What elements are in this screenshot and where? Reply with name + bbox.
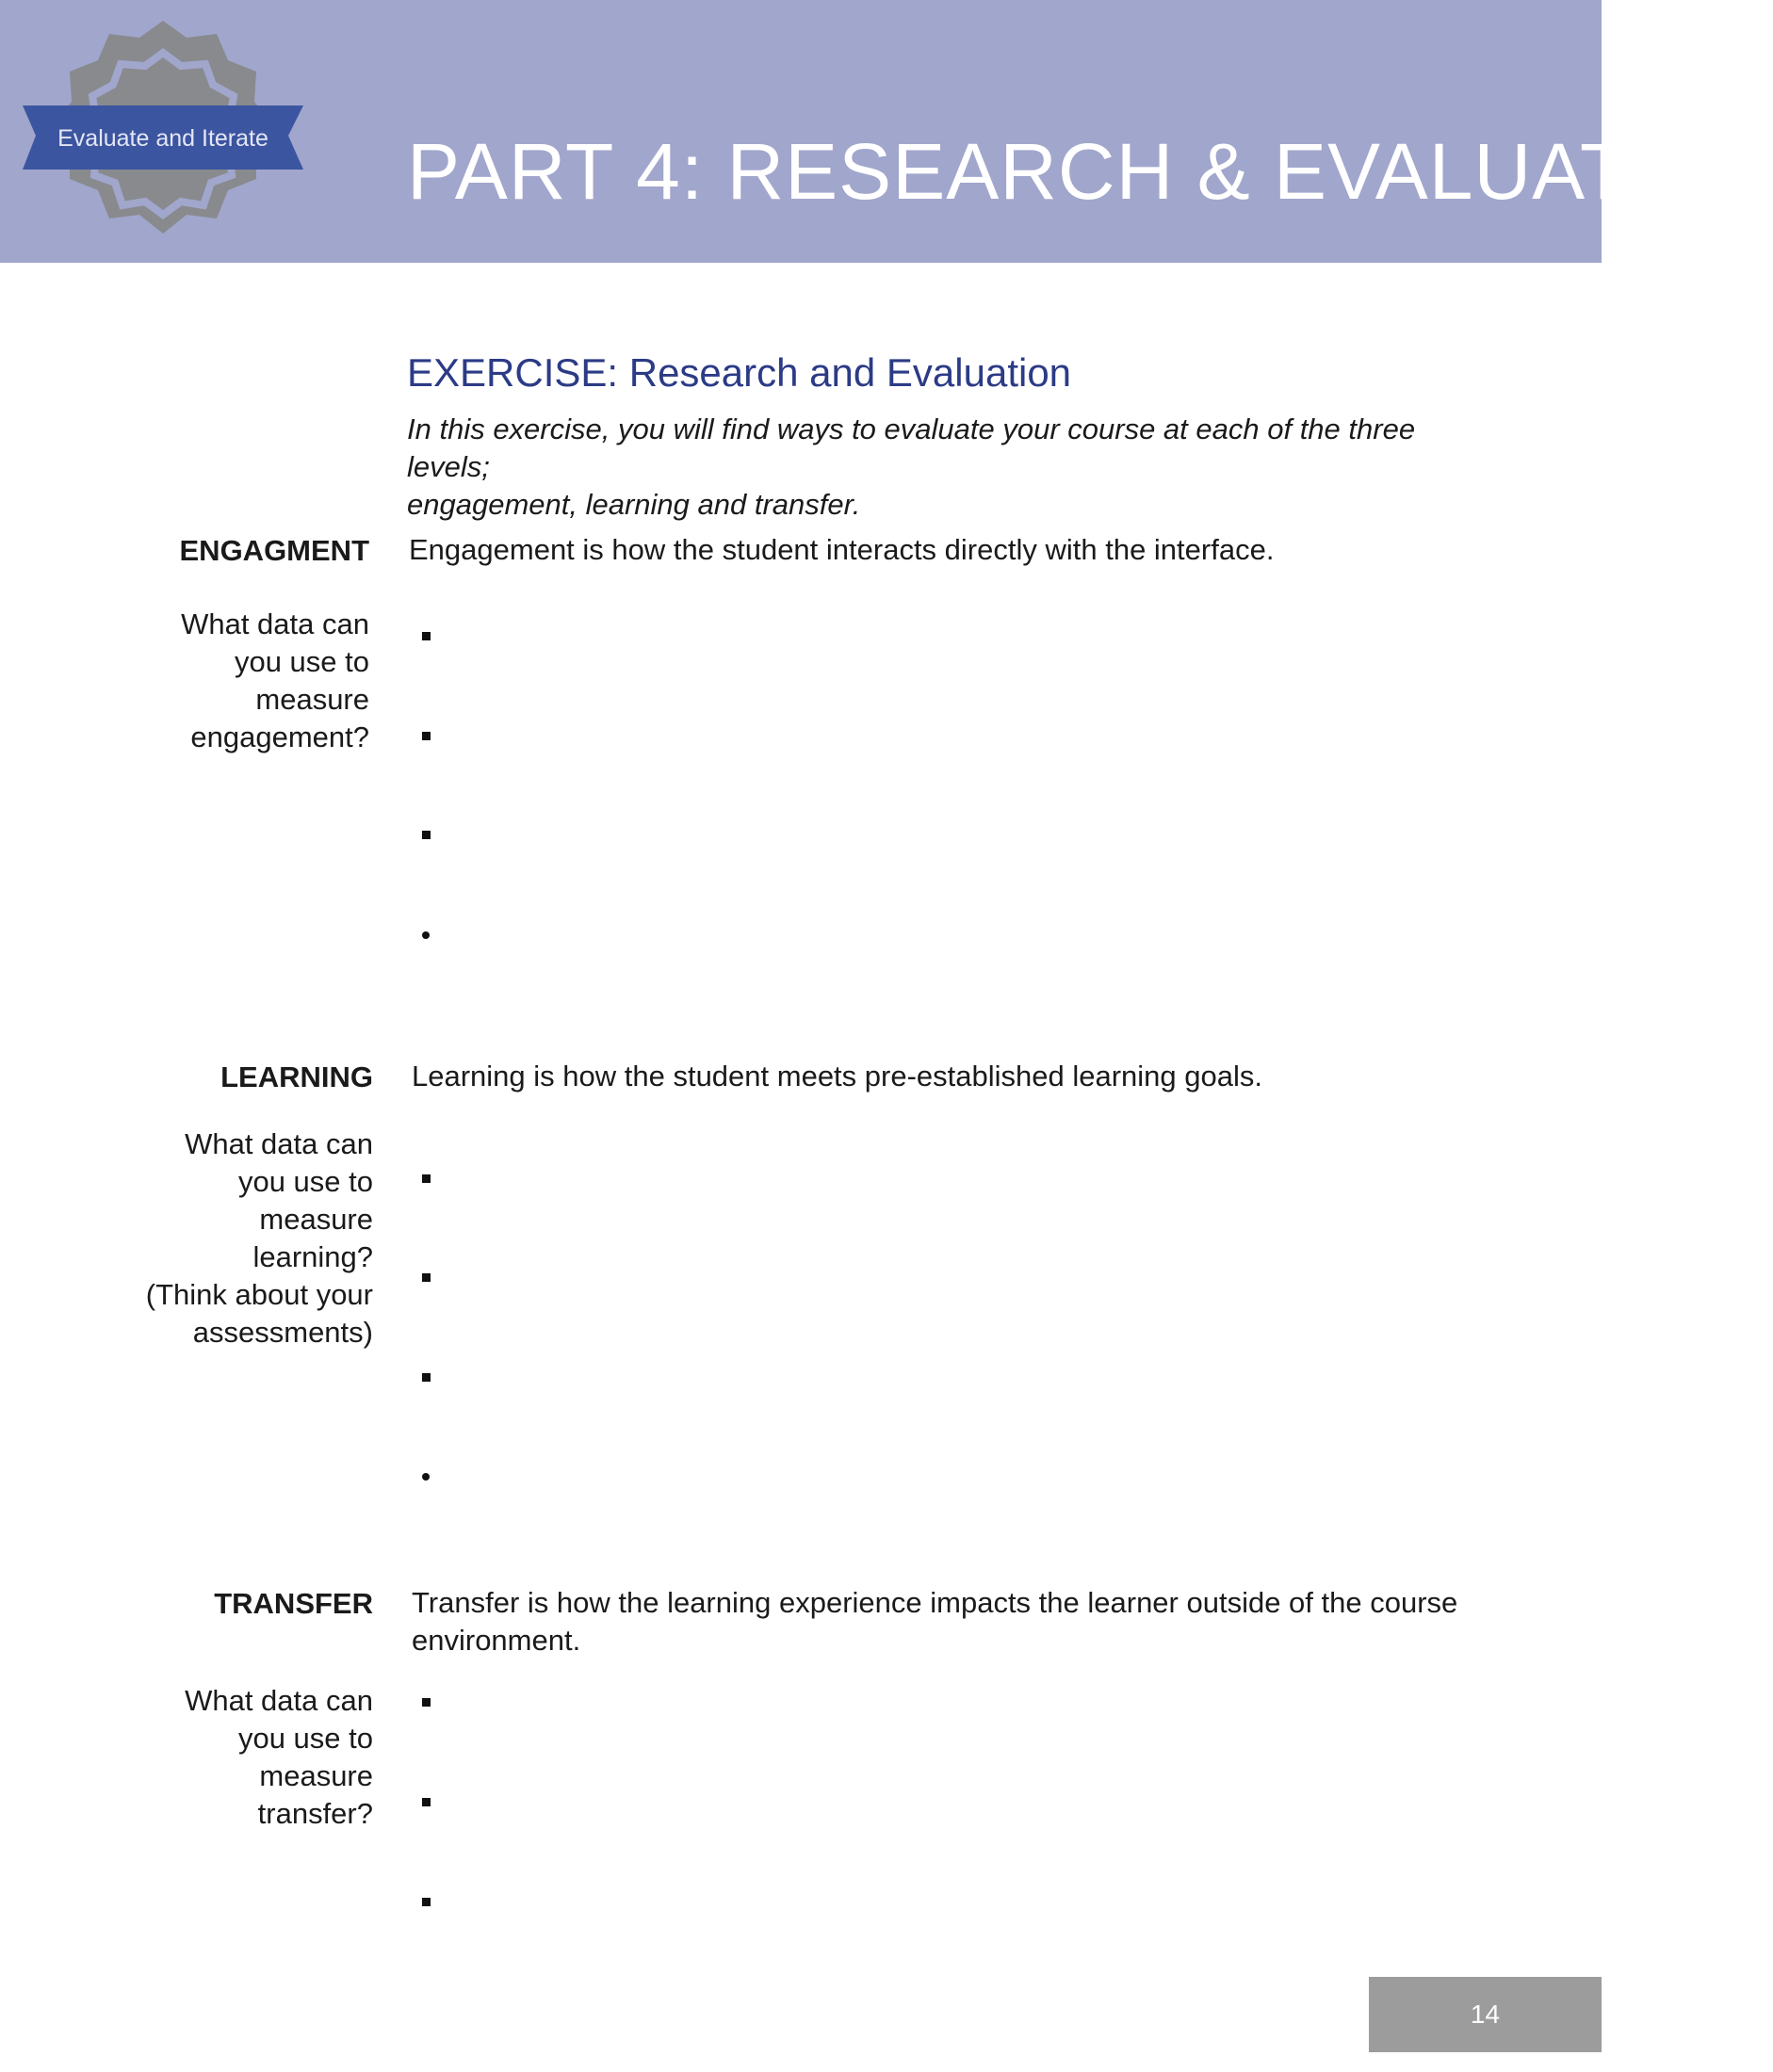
evaluate-iterate-badge [19,17,307,252]
intro-line: engagement, learning and transfer. [407,488,861,521]
transfer-description [412,1584,1505,1659]
page-title: PART 4: RESEARCH & EVALUATION [407,127,1773,216]
bullet-dot-icon [422,1473,430,1481]
description-line: environment. [412,1624,581,1657]
question-line: transfer? [257,1797,373,1830]
question-line: you use to [237,1722,373,1755]
question-line: measure [255,683,369,716]
exercise-title: EXERCISE: Research and Evaluation [407,350,1072,395]
question-line: measure [259,1759,373,1792]
question-line: engagement? [190,720,369,753]
engagement-question [124,606,369,756]
intro-line: In this exercise, you will find ways to evaluate your course at each of the three levels; [407,413,1416,483]
learning-label: LEARNING [220,1060,373,1093]
badge-text: Evaluate and Iterate [57,125,268,152]
bullet-square-icon [422,732,431,740]
question-line: What data can [181,607,369,640]
description-line: Transfer is how the learning experience impacts the learner outside of the course [412,1586,1458,1619]
exercise-intro [407,411,1490,524]
question-line: you use to [237,1165,373,1198]
header-banner [0,0,1773,263]
bullet-square-icon [422,632,431,640]
question-line: What data can [185,1684,373,1717]
bullet-square-icon [422,1898,431,1906]
page-number: 14 [1369,1977,1602,2052]
bullet-square-icon [422,1373,431,1382]
bullet-square-icon [422,1174,431,1183]
question-line: measure [259,1203,373,1236]
question-line: learning? [252,1240,373,1273]
bullet-square-icon [422,1273,431,1282]
question-line: you use to [234,645,369,678]
question-line: assessments) [192,1316,373,1349]
bullet-square-icon [422,831,431,839]
bullet-dot-icon [422,931,430,939]
learning-question [128,1125,373,1352]
transfer-label: TRANSFER [214,1587,373,1620]
engagement-description: Engagement is how the student interacts directly with the interface. [409,533,1275,566]
learning-description: Learning is how the student meets pre-established learning goals. [412,1060,1262,1093]
transfer-question [128,1682,373,1833]
bullet-square-icon [422,1798,431,1806]
question-line: (Think about your [145,1278,373,1311]
question-line: What data can [185,1127,373,1160]
bullet-square-icon [422,1698,431,1707]
engagement-label: ENGAGMENT [179,534,369,567]
